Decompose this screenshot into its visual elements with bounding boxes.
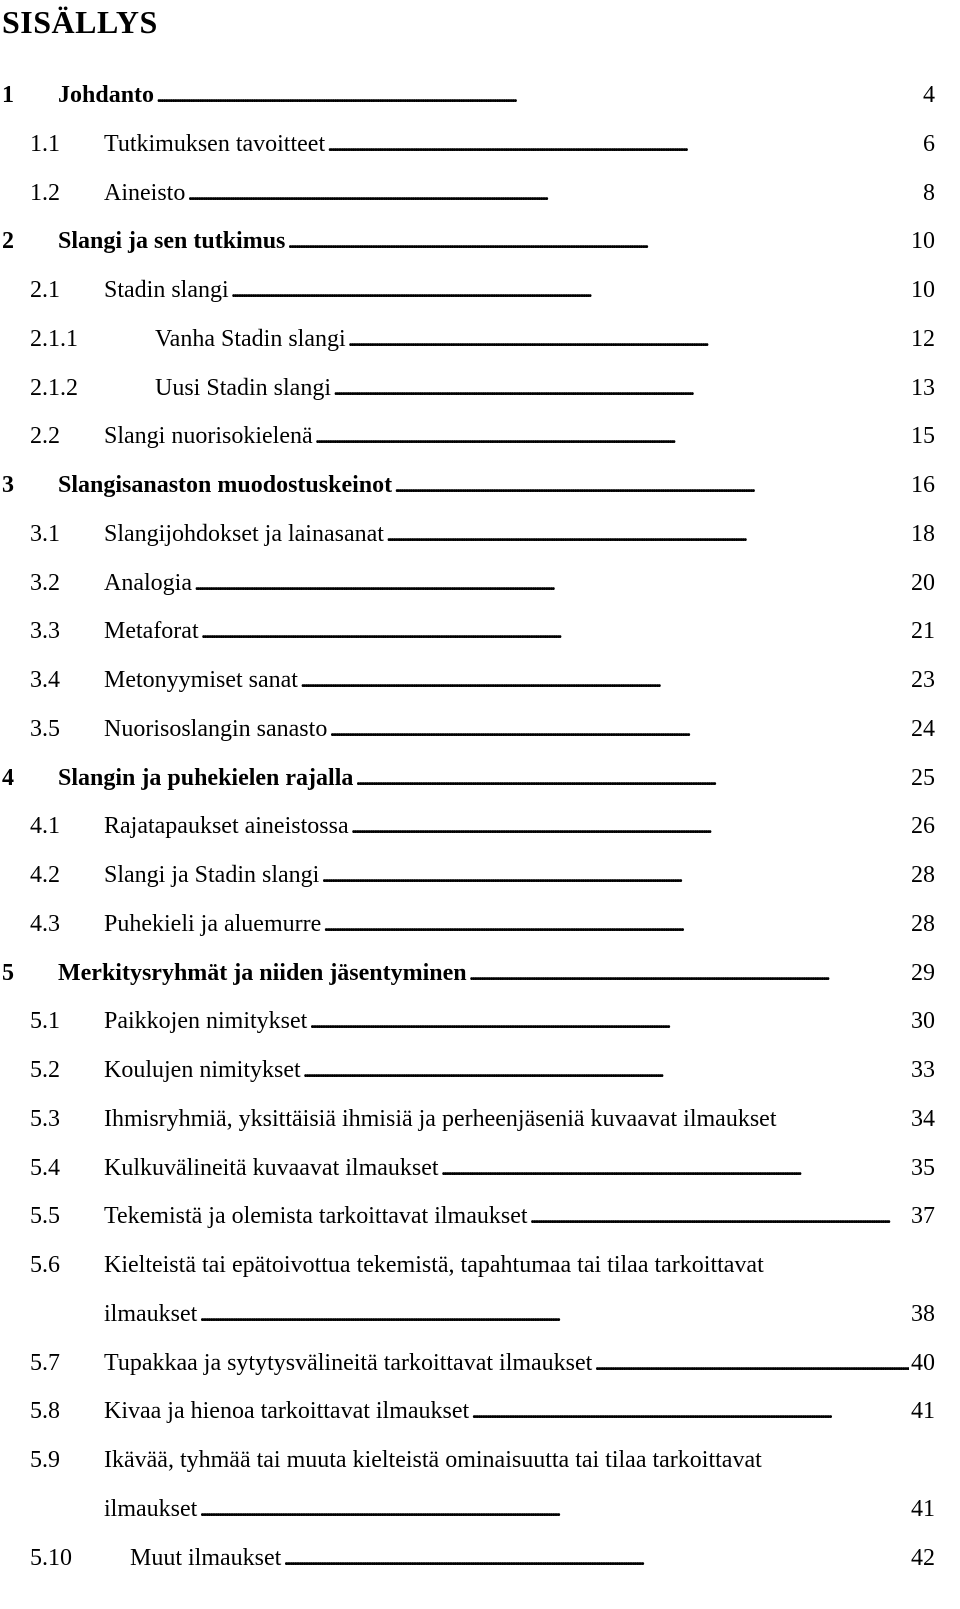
- toc-entry-number: 1: [2, 82, 14, 108]
- toc-entry[interactable]: [0, 1484, 935, 1534]
- toc-entry-page: 12: [911, 325, 935, 352]
- toc-dot-leader: [283, 1533, 909, 1583]
- toc-entry-number: 2.1.1: [30, 325, 78, 352]
- toc-dot-leader: [469, 948, 909, 998]
- toc-entry-number: 5.4: [30, 1154, 60, 1181]
- page-title: SISÄLLYS: [2, 4, 158, 40]
- toc-entry-title: Tutkimuksen tavoitteet: [104, 130, 326, 157]
- toc-entry-page: 42: [911, 1544, 935, 1571]
- toc-entry-title: Paikkojen nimitykset: [104, 1008, 308, 1035]
- toc-entry-page: 13: [911, 374, 935, 401]
- toc-entry-page: 24: [911, 715, 935, 742]
- toc-dot-leader: [309, 996, 909, 1046]
- toc-entry-number: 5.6: [30, 1252, 60, 1278]
- toc-entry[interactable]: [0, 1338, 935, 1388]
- toc-entry-page: 33: [911, 1057, 935, 1083]
- toc-dot-leader: [300, 655, 909, 705]
- toc-dot-leader: [231, 265, 909, 315]
- toc-dot-leader: [201, 606, 909, 656]
- toc-entry-title: Merkitysryhmät ja niiden jäsentyminen: [58, 959, 467, 986]
- toc-entry-page: 18: [911, 520, 935, 547]
- toc-entry-page: 20: [911, 569, 935, 596]
- toc-entry-title: Vanha Stadin slangi: [155, 325, 346, 352]
- toc-entry[interactable]: [0, 363, 935, 413]
- toc-entry-title: Ihmisryhmiä, yksittäisiä ihmisiä ja perheenjäseniä kuvaavat ilmaukset: [104, 1105, 777, 1132]
- toc-entry[interactable]: [0, 1094, 935, 1144]
- toc-entry-page: 34: [911, 1105, 935, 1132]
- toc-entry-page: 21: [911, 618, 935, 645]
- toc-entry-page: 10: [911, 277, 935, 303]
- toc-entry[interactable]: [0, 70, 935, 120]
- toc-entry-title: Slangi ja sen tutkimus: [58, 228, 286, 255]
- toc-entry[interactable]: [0, 1240, 935, 1290]
- toc-entry-number: 5.2: [30, 1057, 60, 1083]
- toc-dot-leader: [333, 363, 909, 413]
- toc-dot-leader: [327, 119, 921, 169]
- toc-entry-number: 5.1: [30, 1008, 60, 1035]
- toc-entry-page: 37: [911, 1203, 935, 1230]
- toc-entry-page: 25: [911, 764, 935, 791]
- toc-entry-number: 5: [2, 959, 14, 986]
- toc-entry-number: 3.5: [30, 715, 60, 742]
- toc-entry-title: ilmaukset: [104, 1495, 198, 1522]
- toc-entry-number: 2.1: [30, 277, 60, 303]
- toc-entry-title: Rajatapaukset aineistossa: [104, 813, 349, 840]
- toc-dot-leader: [199, 1289, 909, 1339]
- toc-entry-number: 3: [2, 472, 14, 498]
- toc-dot-leader: [471, 1386, 909, 1436]
- toc-entry[interactable]: [0, 996, 935, 1046]
- toc-entry[interactable]: [0, 509, 935, 559]
- toc-dot-leader: [303, 1045, 909, 1095]
- toc-dot-leader: [530, 1191, 909, 1241]
- toc-entry-title: Muut ilmaukset: [130, 1544, 282, 1571]
- toc-entry-number: 1.1: [30, 130, 60, 157]
- toc-entry[interactable]: [0, 606, 935, 656]
- toc-entry-page: 41: [911, 1495, 935, 1522]
- toc-entry-title: Metonyymiset sanat: [104, 667, 298, 693]
- toc-entry-number: 5.8: [30, 1398, 60, 1425]
- toc-dot-leader: [315, 411, 909, 461]
- toc-entry-title: Johdanto: [58, 82, 155, 108]
- toc-entry-number: 1.2: [30, 179, 60, 206]
- toc-entry[interactable]: [0, 1386, 935, 1436]
- toc-entry[interactable]: [0, 801, 935, 851]
- toc-entry-page: 16: [911, 472, 935, 498]
- toc-entry-title: Nuorisoslangin sanasto: [104, 715, 328, 742]
- toc-entry-title: Slangi ja Stadin slangi: [104, 862, 320, 888]
- toc-entry-title: Puhekieli ja aluemurre: [104, 910, 322, 937]
- toc-entry-page: 15: [911, 423, 935, 450]
- toc-entry-title: Tekemistä ja olemista tarkoittavat ilmaukset: [104, 1203, 528, 1230]
- toc-entry-title: Slangijohdokset ja lainasanat: [104, 520, 384, 547]
- toc-entry-page: 40: [911, 1349, 935, 1376]
- toc-entry-page: 6: [923, 130, 935, 157]
- toc-dot-leader: [323, 899, 909, 949]
- toc-entry-title: Metaforat: [104, 618, 199, 645]
- toc-entry[interactable]: [0, 558, 935, 608]
- toc-entry[interactable]: [0, 948, 935, 998]
- toc-entry-title: Aineisto: [104, 179, 186, 206]
- toc-entry-number: 3.4: [30, 667, 60, 693]
- toc-entry-number: 4.3: [30, 910, 60, 937]
- toc-entry-number: 2.1.2: [30, 374, 78, 401]
- toc-entry[interactable]: [0, 1435, 935, 1485]
- toc-entry-number: 2: [2, 228, 14, 255]
- toc-entry-number: 5.5: [30, 1203, 60, 1230]
- toc-entry-number: 3.2: [30, 569, 60, 596]
- toc-entry-page: 23: [911, 667, 935, 693]
- toc-entry[interactable]: [0, 168, 935, 218]
- toc-entry-page: 28: [911, 862, 935, 888]
- toc-dot-leader: [351, 801, 909, 851]
- toc-entry[interactable]: [0, 753, 935, 803]
- toc-entry-page: 10: [911, 228, 935, 255]
- toc-entry[interactable]: [0, 411, 935, 461]
- toc-entry-title: Koulujen nimitykset: [104, 1057, 301, 1083]
- toc-entry-title: Tupakkaa ja sytytysvälineitä tarkoittavat ilmaukset: [104, 1349, 593, 1376]
- toc-entry-page: 8: [923, 179, 935, 206]
- toc-entry-number: 4.1: [30, 813, 60, 840]
- toc-entry-title: Stadin slangi: [104, 277, 229, 303]
- toc-entry-number: 3.3: [30, 618, 60, 645]
- toc-entry-page: 29: [911, 959, 935, 986]
- toc-entry[interactable]: [0, 1533, 935, 1583]
- toc-entry[interactable]: [0, 704, 935, 754]
- toc-entry[interactable]: [0, 1289, 935, 1339]
- toc-entry-number: 4.2: [30, 862, 60, 888]
- toc-entry-number: 3.1: [30, 520, 60, 547]
- toc-entry[interactable]: [0, 460, 935, 510]
- toc-entry[interactable]: [0, 1045, 935, 1095]
- toc-dot-leader: [386, 509, 909, 559]
- toc-entry-title: Analogia: [104, 569, 192, 596]
- toc-entry-number: 5.10: [30, 1544, 72, 1571]
- toc-entry-title: Slangi nuorisokielenä: [104, 423, 313, 450]
- toc-entry-title: Ikävää, tyhmää tai muuta kielteistä ominaisuutta tai tilaa tarkoittavat: [104, 1447, 762, 1473]
- toc-dot-leader: [321, 850, 909, 900]
- toc-entry-page: 30: [911, 1008, 935, 1035]
- toc-dot-leader: [355, 753, 909, 803]
- toc-entry-number: 5.7: [30, 1349, 60, 1376]
- toc-dot-leader: [329, 704, 909, 754]
- toc-entry-title: Kielteistä tai epätoivottua tekemistä, tapahtumaa tai tilaa tarkoittavat: [104, 1252, 764, 1278]
- toc-dot-leader: [594, 1338, 909, 1388]
- toc-dot-leader: [187, 168, 921, 218]
- toc-dot-leader: [441, 1143, 909, 1193]
- toc-entry-page: 35: [911, 1154, 935, 1181]
- toc-dot-leader: [348, 314, 909, 364]
- toc-entry[interactable]: [0, 899, 935, 949]
- toc-entry-title: ilmaukset: [104, 1300, 198, 1327]
- toc-entry[interactable]: [0, 655, 935, 705]
- toc-entry[interactable]: [0, 265, 935, 315]
- toc-dot-leader: [287, 216, 909, 266]
- toc-dot-leader: [156, 70, 921, 120]
- toc-entry[interactable]: [0, 850, 935, 900]
- toc-entry-page: 26: [911, 813, 935, 840]
- toc-entry-number: 5.9: [30, 1447, 60, 1473]
- toc-entry-title: Uusi Stadin slangi: [155, 374, 332, 401]
- toc-entry-page: 38: [911, 1300, 935, 1327]
- toc-dot-leader: [394, 460, 909, 510]
- toc-dot-leader: [199, 1484, 909, 1534]
- toc-entry[interactable]: [0, 1143, 935, 1193]
- toc-dot-leader: [194, 558, 909, 608]
- toc-entry[interactable]: [0, 1191, 935, 1241]
- toc-entry-page: 4: [923, 82, 935, 108]
- toc-entry-page: 28: [911, 910, 935, 937]
- toc-entry-number: 4: [2, 764, 14, 791]
- toc-entry-page: 41: [911, 1398, 935, 1425]
- toc-entry[interactable]: [0, 119, 935, 169]
- toc-entry[interactable]: [0, 314, 935, 364]
- toc-entry-title: Kulkuvälineitä kuvaavat ilmaukset: [104, 1154, 439, 1181]
- toc-entry-number: 5.3: [30, 1105, 60, 1132]
- toc-entry-title: Slangisanaston muodostuskeinot: [58, 472, 393, 498]
- toc-entry-number: 2.2: [30, 423, 60, 450]
- toc-entry-title: Kivaa ja hienoa tarkoittavat ilmaukset: [104, 1398, 470, 1425]
- toc-entry[interactable]: [0, 216, 935, 266]
- toc-entry-title: Slangin ja puhekielen rajalla: [58, 764, 354, 791]
